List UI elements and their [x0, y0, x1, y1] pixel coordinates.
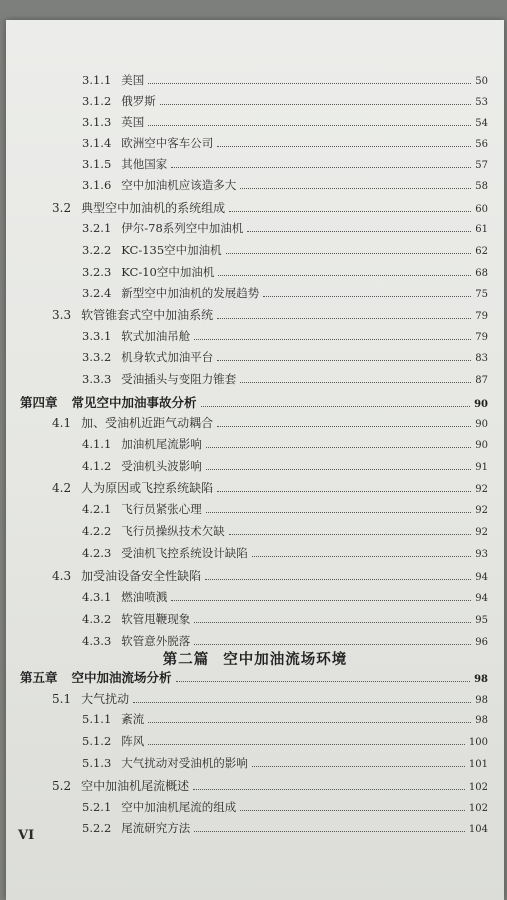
- toc-entry-number: 4.2.2: [82, 524, 112, 538]
- toc-entry-subsection: [82, 328, 488, 344]
- toc-entry-title: 美国: [121, 73, 145, 87]
- toc-entry-section: [52, 567, 488, 584]
- dot-leader: [160, 104, 472, 105]
- toc-entry-subsection: [82, 135, 488, 151]
- dot-leader: [240, 810, 465, 811]
- toc-entry-page: 79: [475, 332, 488, 343]
- toc-entry-page: 56: [475, 139, 488, 150]
- toc-entry-page: 58: [475, 181, 488, 192]
- toc-entry-page: 98: [475, 715, 488, 726]
- toc-entry-number: 3.2.4: [82, 286, 112, 300]
- toc-entry-number: 3.1.4: [82, 136, 112, 150]
- toc-entry-section: [52, 479, 488, 496]
- toc-entry-number: 3.1.3: [82, 115, 112, 129]
- dot-leader: [133, 702, 471, 703]
- toc-entry-title: 受油机头波影响: [121, 459, 202, 473]
- toc-entry-page: 98: [475, 695, 488, 706]
- toc-entry-title: 飞行员紧张心理: [121, 502, 202, 516]
- dot-leader: [247, 231, 471, 232]
- table-of-contents: [6, 20, 504, 900]
- toc-entry-number: 第四章: [20, 395, 58, 410]
- dot-leader: [217, 146, 471, 147]
- toc-entry-subsection: [82, 820, 488, 836]
- dot-leader: [194, 339, 471, 340]
- dot-leader: [218, 275, 471, 276]
- toc-entry-title: 软式加油吊舱: [121, 329, 191, 343]
- toc-entry-subsection: [82, 264, 488, 280]
- toc-entry-page: 54: [475, 118, 488, 129]
- toc-entry-subsection: [82, 371, 488, 387]
- toc-entry-number: 4.2.3: [82, 546, 112, 560]
- toc-entry-subsection: [82, 501, 488, 517]
- dot-leader: [194, 831, 465, 832]
- toc-entry-subsection: [82, 93, 488, 109]
- toc-entry-number: 3.2.1: [82, 221, 112, 235]
- dot-leader: [217, 318, 471, 319]
- toc-entry-title: 尾流研究方法: [121, 821, 191, 835]
- dot-leader: [226, 253, 472, 254]
- toc-entry-title: 典型空中加油机的系统组成: [81, 201, 226, 215]
- toc-entry-number: 5.2.2: [82, 821, 112, 835]
- toc-entry-number: 5.2.1: [82, 800, 112, 814]
- toc-entry-page: 104: [468, 824, 488, 835]
- dot-leader: [148, 722, 471, 723]
- dot-leader: [206, 447, 472, 448]
- toc-entry-subsection: [82, 633, 488, 649]
- toc-entry-number: 3.3.3: [82, 372, 112, 386]
- part-label: 第二篇: [162, 651, 210, 668]
- toc-entry-chapter: [20, 668, 488, 686]
- toc-entry-subsection: [82, 523, 488, 539]
- toc-entry-title: KC-10空中加油机: [121, 265, 215, 279]
- dot-leader: [229, 211, 471, 212]
- toc-entry-title: 空中加油机尾流概述: [81, 779, 190, 793]
- toc-entry-section: [52, 306, 488, 323]
- toc-entry-title: 空中加油机尾流的组成: [121, 800, 237, 814]
- toc-entry-number: 3.1.1: [82, 73, 112, 87]
- toc-entry-page: 90: [474, 399, 488, 410]
- toc-entry-page: 61: [475, 224, 488, 235]
- toc-entry-number: 3.3.1: [82, 329, 112, 343]
- toc-entry-subsection: [82, 349, 488, 365]
- toc-entry-title: 空中加油机应该造多大: [121, 178, 237, 192]
- toc-entry-number: 4.2.1: [82, 502, 112, 516]
- toc-entry-number: 5.1.2: [82, 734, 112, 748]
- toc-page: [6, 20, 504, 900]
- toc-entry-subsection: [82, 545, 488, 561]
- dot-leader: [194, 622, 471, 623]
- toc-entry-page: 102: [468, 803, 488, 814]
- toc-entry-number: 4.1: [52, 416, 72, 430]
- toc-entry-title: 其他国家: [121, 157, 168, 171]
- toc-entry-title: 机身软式加油平台: [121, 350, 214, 364]
- toc-entry-subsection: [82, 177, 488, 193]
- toc-entry-title: 欧洲空中客车公司: [121, 136, 214, 150]
- dot-leader: [148, 83, 471, 84]
- toc-entry-number: 3.3.2: [82, 350, 112, 364]
- dot-leader: [217, 360, 471, 361]
- toc-entry-subsection: [82, 711, 488, 727]
- toc-entry-page: 83: [475, 353, 488, 364]
- toc-entry-page: 98: [474, 674, 488, 685]
- toc-entry-page: 87: [475, 375, 488, 386]
- toc-entry-title: 受油机飞控系统设计缺陷: [121, 546, 248, 560]
- toc-entry-subsection: [82, 72, 488, 88]
- toc-entry-page: 53: [475, 97, 488, 108]
- dot-leader: [171, 167, 471, 168]
- toc-entry-subsection: [82, 755, 488, 771]
- dot-leader: [217, 491, 471, 492]
- toc-entry-section: [52, 690, 488, 707]
- toc-entry-page: 79: [475, 311, 488, 322]
- toc-entry-number: 4.1.2: [82, 459, 112, 473]
- toc-entry-title: 英国: [121, 115, 145, 129]
- toc-entry-title: 空中加油流场分析: [71, 670, 172, 685]
- toc-entry-page: 57: [475, 160, 488, 171]
- dot-leader: [263, 296, 471, 297]
- toc-entry-subsection: [82, 436, 488, 452]
- toc-entry-subsection: [82, 799, 488, 815]
- toc-entry-title: 受油插头与变阻力锥套: [121, 372, 237, 386]
- toc-entry-page: 100: [468, 737, 488, 748]
- toc-entry-number: 5.2: [52, 779, 72, 793]
- toc-entry-title: 伊尔-78系列空中加油机: [121, 221, 244, 235]
- toc-entry-title: 加受油设备安全性缺陷: [81, 569, 202, 583]
- dot-leader: [201, 406, 471, 407]
- toc-entry-number: 4.3: [52, 569, 72, 583]
- toc-entry-page: 75: [475, 289, 488, 300]
- dot-leader: [176, 681, 471, 682]
- toc-entry-page: 94: [475, 572, 488, 583]
- toc-entry-subsection: [82, 733, 488, 749]
- dot-leader: [206, 469, 472, 470]
- toc-entry-number: 3.3: [52, 308, 72, 322]
- toc-entry-page: 50: [475, 76, 488, 87]
- toc-entry-page: 101: [468, 759, 488, 770]
- toc-entry-number: 4.3.1: [82, 590, 112, 604]
- toc-entry-title: 常见空中加油事故分析: [71, 395, 197, 410]
- toc-entry-title: 燃油喷溅: [121, 590, 168, 604]
- dot-leader: [148, 125, 471, 126]
- toc-entry-page: 92: [475, 527, 488, 538]
- toc-entry-title: 人为原因或飞控系统缺陷: [81, 481, 214, 495]
- toc-entry-page: 60: [475, 204, 488, 215]
- toc-entry-number: 3.2.2: [82, 243, 112, 257]
- toc-entry-number: 5.1: [52, 692, 72, 706]
- toc-entry-title: 大气扰动: [81, 692, 130, 706]
- toc-entry-number: 3.2: [52, 201, 72, 215]
- toc-entry-number: 5.1.3: [82, 756, 112, 770]
- dot-leader: [171, 600, 471, 601]
- toc-entry-subsection: [82, 285, 488, 301]
- toc-entry-title: 加油机尾流影响: [121, 437, 202, 451]
- dot-leader: [193, 789, 465, 790]
- toc-entry-title: 俄罗斯: [121, 94, 156, 108]
- toc-entry-page: 90: [475, 440, 488, 451]
- toc-entry-page: 95: [475, 615, 488, 626]
- toc-entry-title: 软管甩鞭现象: [121, 612, 191, 626]
- toc-entry-page: 68: [475, 268, 488, 279]
- dot-leader: [240, 188, 471, 189]
- toc-entry-number: 4.3.2: [82, 612, 112, 626]
- toc-entry-page: 62: [475, 246, 488, 257]
- toc-entry-section: [52, 777, 488, 794]
- toc-entry-number: 4.3.3: [82, 634, 112, 648]
- toc-entry-title: 飞行员操纵技术欠缺: [121, 524, 225, 538]
- part-heading: [6, 648, 504, 669]
- toc-entry-number: 3.1.2: [82, 94, 112, 108]
- page-folio: VI: [18, 828, 35, 843]
- dot-leader: [240, 382, 471, 383]
- toc-entry-page: 102: [468, 782, 488, 793]
- toc-entry-number: 3.1.5: [82, 157, 112, 171]
- toc-entry-page: 92: [475, 505, 488, 516]
- toc-entry-title: 新型空中加油机的发展趋势: [121, 286, 260, 300]
- toc-entry-title: 软管锥套式空中加油系统: [81, 308, 214, 322]
- toc-entry-number: 4.2: [52, 481, 72, 495]
- dot-leader: [229, 534, 472, 535]
- toc-entry-subsection: [82, 242, 488, 258]
- dot-leader: [217, 426, 471, 427]
- toc-entry-number: 3.2.3: [82, 265, 112, 279]
- toc-entry-page: 93: [475, 549, 488, 560]
- toc-entry-number: 5.1.1: [82, 712, 112, 726]
- toc-entry-subsection: [82, 458, 488, 474]
- toc-entry-title: 紊流: [121, 712, 145, 726]
- part-title: 空中加油流场环境: [223, 651, 348, 668]
- dot-leader: [205, 579, 471, 580]
- toc-entry-number: 第五章: [20, 670, 58, 685]
- toc-entry-page: 96: [475, 637, 488, 648]
- dot-leader: [252, 556, 472, 557]
- toc-entry-subsection: [82, 114, 488, 130]
- toc-entry-subsection: [82, 611, 488, 627]
- toc-entry-page: 91: [475, 462, 488, 473]
- dot-leader: [252, 766, 465, 767]
- toc-entry-subsection: [82, 589, 488, 605]
- dot-leader: [206, 512, 472, 513]
- toc-entry-page: 90: [475, 419, 488, 430]
- dot-leader: [194, 644, 471, 645]
- toc-entry-title: 阵风: [121, 734, 145, 748]
- toc-entry-title: 大气扰动对受油机的影响: [121, 756, 248, 770]
- toc-entry-page: 94: [475, 593, 488, 604]
- toc-entry-subsection: [82, 220, 488, 236]
- toc-entry-title: KC-135空中加油机: [121, 243, 222, 257]
- toc-entry-chapter: [20, 393, 488, 411]
- toc-entry-section: [52, 414, 488, 431]
- toc-entry-title: 软管意外脱落: [121, 634, 191, 648]
- toc-entry-number: 3.1.6: [82, 178, 112, 192]
- toc-entry-page: 92: [475, 484, 488, 495]
- toc-entry-subsection: [82, 156, 488, 172]
- toc-entry-number: 4.1.1: [82, 437, 112, 451]
- dot-leader: [148, 744, 465, 745]
- toc-entry-section: [52, 199, 488, 216]
- toc-entry-title: 加、受油机近距气动耦合: [81, 416, 214, 430]
